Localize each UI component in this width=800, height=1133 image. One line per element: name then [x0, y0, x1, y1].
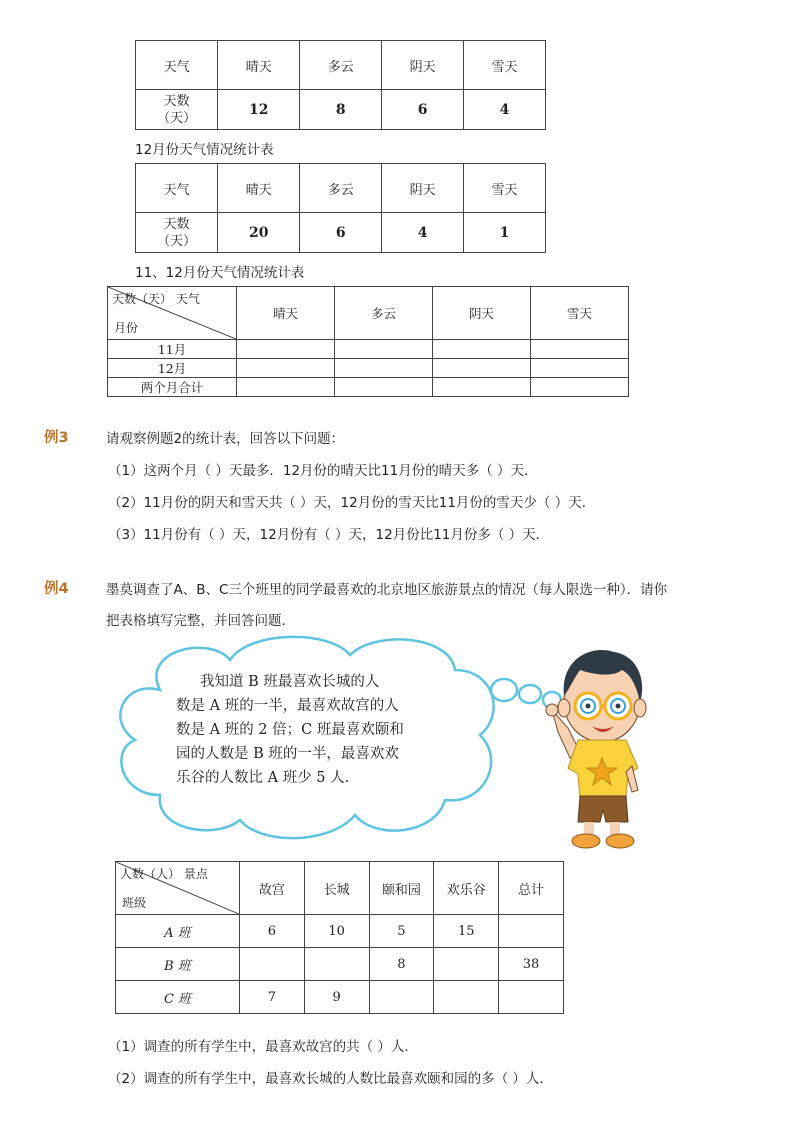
corner-top-label: 天数（天） 天气	[112, 292, 200, 306]
bubble-line: 园的人数是 B 班的一半，最喜欢欢	[176, 746, 399, 762]
header-cell: 多云	[300, 164, 382, 213]
header-cell: 阴天	[433, 287, 531, 340]
empty-cell	[335, 359, 433, 378]
header-cell: 阴天	[382, 164, 464, 213]
corner-top-label: 人数（人） 景点	[120, 867, 208, 881]
value-cell: 6	[240, 915, 305, 948]
header-cell: 天气	[136, 164, 218, 213]
empty-cell	[335, 378, 433, 397]
value-cell: 20	[218, 213, 300, 253]
row-label-line: （天）	[157, 233, 197, 249]
empty-cell	[531, 340, 629, 359]
value-cell: 4	[382, 213, 464, 253]
header-cell: 雪天	[464, 41, 546, 90]
example-4-intro-line-1: 墨莫调查了A、B、C三个班里的同学最喜欢的北京地区旅游景点的情况（每人限选一种）．请你	[106, 582, 668, 598]
empty-cell	[433, 340, 531, 359]
empty-cell	[237, 359, 335, 378]
row-label	[136, 90, 218, 130]
value-cell: 5	[369, 915, 434, 948]
value-cell	[240, 948, 305, 981]
row-label-line: 天数	[163, 216, 190, 232]
example-3-intro: 请观察例题2的统计表，回答以下问题：	[106, 431, 345, 447]
header-cell: 多云	[300, 41, 382, 90]
bubble-line: 乐谷的人数比 A 班少 5 人.	[176, 770, 350, 786]
header-cell: 长城	[304, 862, 369, 915]
bubble-line: 数是 A 班的一半，最喜欢故宫的人	[176, 698, 399, 714]
bubble-text	[176, 670, 404, 790]
diagonal-header-cell	[116, 862, 240, 915]
empty-cell	[531, 359, 629, 378]
table-caption: 11、12月份天气情况统计表	[135, 265, 305, 281]
table-row	[116, 915, 564, 948]
table-december	[135, 163, 546, 253]
empty-cell	[237, 340, 335, 359]
header-cell: 多云	[335, 287, 433, 340]
value-cell	[434, 948, 499, 981]
bubble-line: 我知道 B 班最喜欢长城的人	[200, 674, 380, 690]
example-4-question-2: （2）调查的所有学生中，最喜欢长城的人数比最喜欢颐和园的多（ ）人．	[108, 1071, 553, 1087]
example-3-label: 例3	[44, 430, 69, 446]
header-cell: 雪天	[464, 164, 546, 213]
empty-cell	[433, 359, 531, 378]
diagonal-header-cell	[108, 287, 237, 340]
value-cell	[434, 981, 499, 1014]
empty-cell	[335, 340, 433, 359]
row-label: A 班	[116, 915, 240, 948]
value-cell: 6	[300, 213, 382, 253]
corner-bottom-label: 月份	[114, 321, 139, 335]
empty-cell	[531, 378, 629, 397]
empty-cell	[237, 378, 335, 397]
row-label	[136, 213, 218, 253]
example-4-question-1: （1）调查的所有学生中，最喜欢故宫的共（ ）人．	[108, 1039, 418, 1055]
example-3-question-1: （1）这两个月（ ）天最多．12月份的晴天比11月份的晴天多（ ）天．	[108, 463, 538, 479]
row-label: C 班	[116, 981, 240, 1014]
value-cell: 38	[499, 948, 564, 981]
value-cell: 8	[300, 90, 382, 130]
cartoon-boy-illustration	[540, 640, 650, 852]
value-cell: 9	[304, 981, 369, 1014]
row-label: 11月	[108, 340, 237, 359]
header-cell: 阴天	[382, 41, 464, 90]
example-3-question-2: （2）11月份的阴天和雪天共（ ）天，12月份的雪天比11月份的雪天少（ ）天．	[108, 495, 596, 511]
table-row	[116, 981, 564, 1014]
value-cell: 1	[464, 213, 546, 253]
corner-bottom-label: 班级	[122, 896, 147, 910]
row-label: 12月	[108, 359, 237, 378]
header-cell: 晴天	[218, 164, 300, 213]
value-cell: 4	[464, 90, 546, 130]
value-cell: 12	[218, 90, 300, 130]
empty-cell	[433, 378, 531, 397]
row-label-line: 天数	[163, 93, 190, 109]
table-combined	[107, 286, 629, 397]
table-caption: 12月份天气情况统计表	[135, 142, 274, 158]
example-4-intro-line-2: 把表格填写完整，并回答问题．	[106, 613, 295, 629]
value-cell	[369, 981, 434, 1014]
value-cell: 8	[369, 948, 434, 981]
header-cell: 故宫	[240, 862, 305, 915]
header-cell: 天气	[136, 41, 218, 90]
value-cell: 7	[240, 981, 305, 1014]
table-november	[135, 40, 546, 130]
value-cell: 15	[434, 915, 499, 948]
value-cell	[499, 915, 564, 948]
example-4-label: 例4	[44, 581, 69, 597]
row-label: B 班	[116, 948, 240, 981]
example-3-question-3: （3）11月份有（ ）天，12月份有（ ）天，12月份比11月份多（ ）天．	[108, 527, 550, 543]
value-cell: 6	[382, 90, 464, 130]
table-attractions	[115, 861, 564, 1014]
value-cell: 10	[304, 915, 369, 948]
value-cell	[499, 981, 564, 1014]
header-cell: 颐和园	[369, 862, 434, 915]
header-cell: 总计	[499, 862, 564, 915]
row-label-line: （天）	[157, 110, 197, 126]
header-cell: 雪天	[531, 287, 629, 340]
value-cell	[304, 948, 369, 981]
row-label: 两个月合计	[108, 378, 237, 397]
header-cell: 晴天	[218, 41, 300, 90]
bubble-line: 数是 A 班的 2 倍；C 班最喜欢颐和	[176, 722, 404, 738]
table-row	[116, 948, 564, 981]
header-cell: 欢乐谷	[434, 862, 499, 915]
header-cell: 晴天	[237, 287, 335, 340]
